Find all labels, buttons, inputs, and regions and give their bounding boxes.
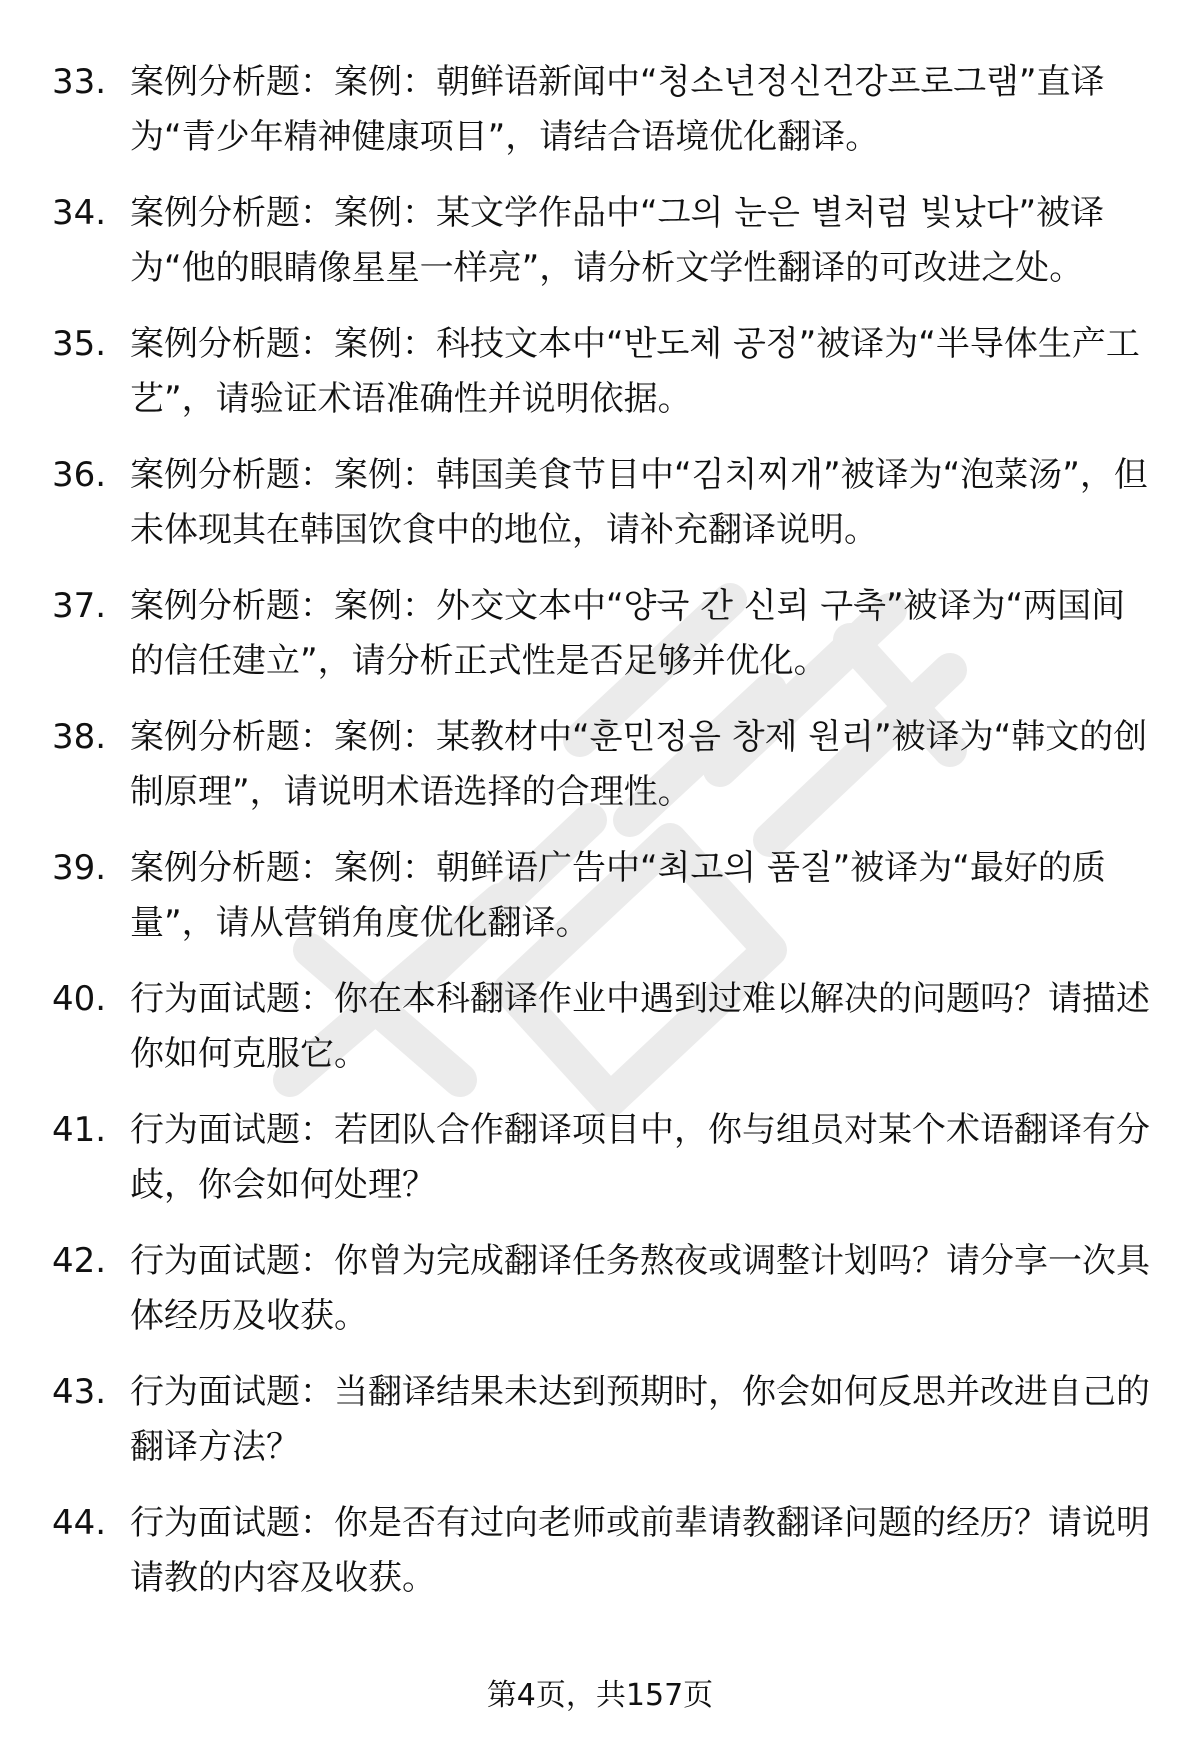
question-number: 35.: [52, 324, 107, 364]
question-text: 案例分析题：案例：韩国美食节目中“김치찌개”被译为“泡菜汤”，但未体现其在韩国饮食中的地位，请补充翻译说明。: [130, 455, 1148, 550]
question-number: 43.: [52, 1372, 107, 1412]
question-item: [52, 972, 1152, 1082]
question-number: 36.: [52, 455, 107, 495]
question-text: 行为面试题：当翻译结果未达到预期时，你会如何反思并改进自己的翻译方法？: [130, 1372, 1150, 1467]
question-number: 38.: [52, 717, 107, 757]
question-number: 34.: [52, 193, 107, 233]
question-number: 44.: [52, 1503, 107, 1543]
question-number: 33.: [52, 62, 107, 102]
question-number: 42.: [52, 1241, 107, 1281]
question-item: [52, 317, 1152, 427]
question-text: 行为面试题：你在本科翻译作业中遇到过难以解决的问题吗？请描述你如何克服它。: [130, 979, 1150, 1074]
question-text: 行为面试题：你是否有过向老师或前辈请教翻译问题的经历？请说明请教的内容及收获。: [130, 1503, 1150, 1598]
question-list: [52, 55, 1152, 1627]
question-text: 案例分析题：案例：某教材中“훈민정음 창제 원리”被译为“韩文的创制原理”，请说明术语选择的合理性。: [130, 717, 1148, 812]
question-item: [52, 841, 1152, 951]
question-text: 案例分析题：案例：某文学作品中“그의 눈은 별처럼 빛났다”被译为“他的眼睛像星星一样亮”，请分析文学性翻译的可改进之处。: [130, 193, 1105, 288]
question-item: [52, 1234, 1152, 1344]
question-number: 37.: [52, 586, 107, 626]
question-text: 案例分析题：案例：外交文本中“양국 간 신뢰 구축”被译为“两国间的信任建立”，请分析正式性是否足够并优化。: [130, 586, 1126, 681]
question-text: 行为面试题：若团队合作翻译项目中，你与组员对某个术语翻译有分歧，你会如何处理？: [130, 1110, 1150, 1205]
question-item: [52, 186, 1152, 296]
question-item: [52, 579, 1152, 689]
question-text: 行为面试题：你曾为完成翻译任务熬夜或调整计划吗？请分享一次具体经历及收获。: [130, 1241, 1150, 1336]
question-number: 40.: [52, 979, 107, 1019]
question-number: 41.: [52, 1110, 107, 1150]
question-item: [52, 448, 1152, 558]
question-item: [52, 1496, 1152, 1606]
question-item: [52, 1103, 1152, 1213]
question-text: 案例分析题：案例：朝鲜语新闻中“청소년정신건강프로그램”直译为“青少年精神健康项目”，请结合语境优化翻译。: [130, 62, 1105, 157]
question-item: [52, 55, 1152, 165]
question-text: 案例分析题：案例：朝鲜语广告中“최고의 품질”被译为“最好的质量”，请从营销角度优化翻译。: [130, 848, 1106, 943]
question-text: 案例分析题：案例：科技文本中“반도체 공정”被译为“半导体生产工艺”，请验证术语准确性并说明依据。: [130, 324, 1140, 419]
question-number: 39.: [52, 848, 107, 888]
question-item: [52, 710, 1152, 820]
page-footer: 第4页，共157页: [486, 1678, 714, 1713]
question-item: [52, 1365, 1152, 1475]
